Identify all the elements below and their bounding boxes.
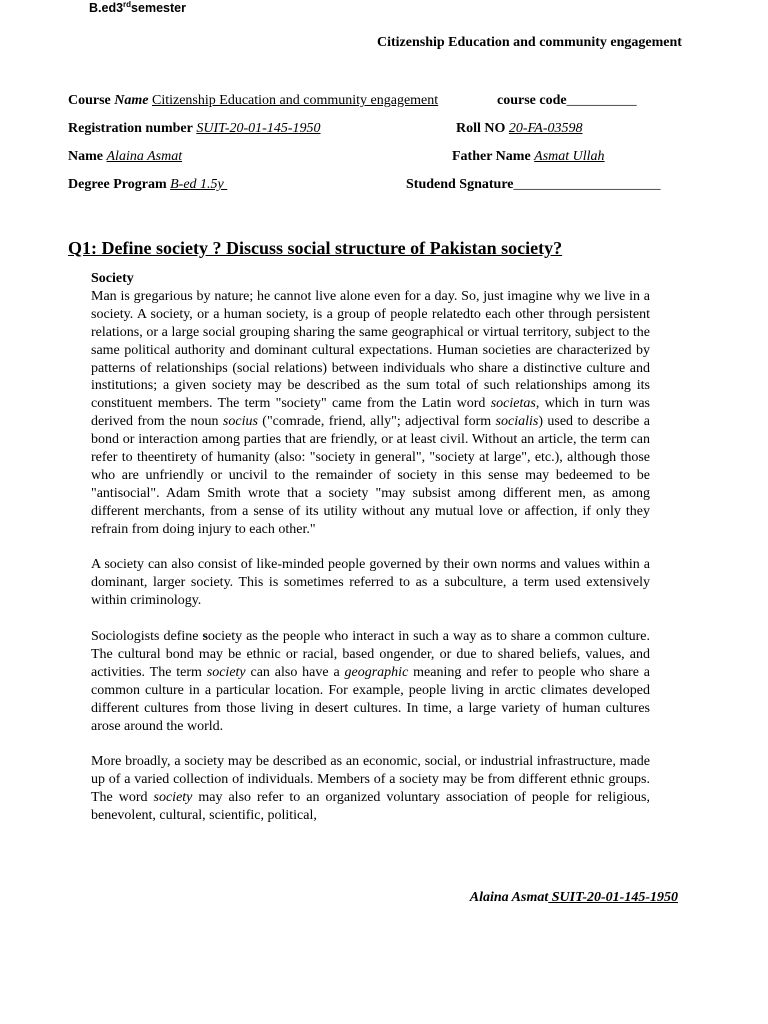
semester-label: B.ed3rdsemester — [89, 0, 186, 15]
registration-value: SUIT-20-01-145-1950 — [196, 121, 321, 136]
course-name-value: Citizenship Education and community engagement — [152, 93, 439, 108]
degree-program-value: B-ed 1.5y — [170, 177, 228, 192]
question-heading: Q1: Define society ? Discuss social structure of Pakistan society? — [68, 238, 563, 258]
section-heading: Society — [91, 271, 134, 286]
course-code-field: course code__________ — [497, 93, 637, 108]
paragraph-1: Man is gregarious by nature; he cannot live alone even for a day. So, just imagine why we live in a society. A society, or a human society, is a group of people relatedto each other through persistent relations, or a large social grouping sharing the same geographical or virtual territory, subject to the same political authority and dominant cultural expectations. Human societies are characterized by patterns of relationships (social relations) between individuals who share a distinctive culture and institutions; a given society may be described as the sum total of such relationships among its constituent members. The term "society" came from the Latin word societas, which in turn was derived from the noun socius ("comrade, friend, ally"; adjectival form socialis) used to describe a bond or interaction among parties that are friendly, or at least civil. Without an article, the term can refer to theentirety of humanity (also: "society in general", "society at large", etc.), although those who are unfriendly or uncivil to the remainder of society in this sense may bedeemed to be "antisocial". Adam Smith wrote that a society "may subsist among different men, as among different merchants, from a sense of its utility without any mutual love or affection, if only they refrain from doing injury to each other." — [91, 288, 651, 537]
name-field: Name Alaina Asmat — [68, 149, 183, 164]
registration-field: Registration number SUIT-20-01-145-1950 — [68, 121, 321, 136]
answer-body — [91, 270, 650, 825]
paragraph-4: More broadly, a society may be described as an economic, social, or industrial infrastructure, made up of a varied collection of individuals. Members of a society may be from different ethnic groups. The word society may also refer to an organized voluntary association of people for religious, benevolent, cultural, scientific, political, — [91, 754, 650, 824]
roll-no-value: 20-FA-03598 — [508, 121, 583, 136]
footer-registration: SUIT-20-01-145-1950 — [548, 890, 678, 905]
name-value: Alaina Asmat — [106, 149, 183, 164]
course-title-header: Citizenship Education and community engagement — [377, 35, 682, 50]
footer-signature — [470, 890, 678, 906]
paragraph-2: A society can also consist of like-minded people governed by their own norms and values within a dominant, larger society. This is sometimes referred to as a subculture, a term used extensively within criminology. — [91, 557, 650, 609]
father-name-value: Asmat Ullah — [534, 149, 605, 164]
course-name-field: Course Name Citizenship Education and community engagement — [68, 93, 439, 108]
footer-name: Alaina Asmat — [469, 890, 549, 905]
degree-program-field: Degree Program B-ed 1.5y — [68, 177, 228, 192]
student-signature-field: Studend Sgnature_____________________ — [406, 177, 661, 192]
father-name-field: Father Name Asmat Ullah — [452, 149, 605, 164]
roll-no-field: Roll NO 20-FA-03598 — [456, 121, 583, 136]
paragraph-3: Sociologists define society as the people who interact in such a way as to share a common culture. The cultural bond may be ethnic or racial, based ongender, or due to shared beliefs, values, and activities. The term society can also have a geographic meaning and refer to people who share a common culture in a particular location. For example, people living in arctic climates developed different cultures from those living in desert cultures. In time, a large variety of human cultures arose around the world. — [91, 629, 650, 734]
